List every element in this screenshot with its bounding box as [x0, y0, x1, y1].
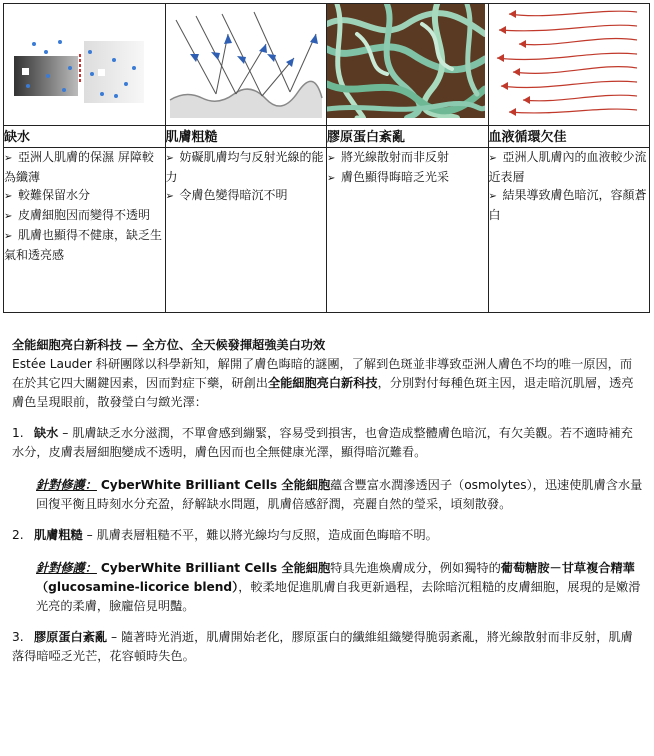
bullet-item: ➢ 將光線散射而非反射	[327, 148, 488, 168]
list-item: 3. 膠原蛋白紊亂 – 隨著時光消逝，肌膚開始老化，膠原蛋白的纖維組織變得脆弱紊亂，將光線散射而非反射，肌膚落得暗啞乏光芒，花容頓時失色。	[12, 630, 633, 663]
arrow-bullet-icon: ➢	[4, 211, 13, 222]
dehydration-illustration	[4, 4, 154, 118]
bullet-item: ➢ 肌膚也顯得不健康，缺乏生氣和透亮感	[4, 228, 163, 262]
column-header: 缺水	[4, 126, 166, 148]
bullet-cell-dehydration	[4, 148, 166, 313]
item-term: 肌膚粗糙	[34, 528, 83, 542]
header-row	[4, 126, 650, 148]
solution-paragraph: 針對修護： CyberWhite Brilliant Cells 全能細胞特具先進煥膚成分，例如獨特的葡萄糖胺－甘草複合精華（glucosamine-licorice blend），較柔地促進肌膚自我更新過程，去除暗沉粗糙的皮膚細胞，展現的是嫩滑光亮的柔膚，臉龐倍見明豔。	[36, 561, 641, 613]
arrow-bullet-icon: ➢	[488, 153, 497, 164]
item-term: 膠原蛋白紊亂	[34, 630, 108, 644]
bullet-item: ➢ 亞洲人肌膚內的血液較少流近表層	[488, 150, 647, 184]
article-title: 全能細胞亮白新科技 — 全方位、全天候發揮超強美白功效	[12, 338, 326, 352]
image-cell-circulation	[488, 4, 650, 126]
bullet-row	[4, 148, 650, 313]
bullet-item: ➢ 結果導致膚色暗沉，容顏蒼白	[488, 188, 647, 222]
list-item: 1. 缺水 – 肌膚缺乏水分滋潤，不單會感到繃緊，容易受到損害，也會造成整體膚色暗沉，有欠美觀。若不適時補充水分，皮膚表層細胞變成不透明，膚色因而也全無健康光澤，顯得暗沉難看。 針對修護： CyberWhite Brilliant Cells 全能細胞蘊含豐富水潤滲透因子（osmolytes），迅速使肌膚含水量回復平衡且時刻水分充盈，紓解缺水問題，肌膚倍感舒潤，亮麗自然的瑩采，頃刻散發。	[12, 424, 644, 514]
image-row	[4, 4, 650, 126]
arrow-bullet-icon: ➢	[4, 231, 13, 242]
column-header: 膠原蛋白紊亂	[327, 126, 489, 148]
intro-paragraph: Estée Lauder 科研團隊以科學新知，解開了膚色晦暗的謎團，了解到色斑並非導致亞洲人膚色不均的唯一原因，而在於其它四大關鍵因素，因而對症下藥，研創出全能細胞亮白新科技，分別對付每種色斑主因，退走暗沉肌層，透亮膚色呈現眼前，散發瑩白勻緻光澤：	[12, 357, 634, 409]
column-header: 血液循環欠佳	[488, 126, 650, 148]
solution-paragraph: 針對修護： CyberWhite Brilliant Cells 全能細胞蘊含豐富水潤滲透因子（osmolytes），迅速使肌膚含水量回復平衡且時刻水分充盈，紓解缺水問題，肌膚倍感舒潤，亮麗自然的瑩采，頃刻散發。	[36, 478, 643, 511]
arrow-bullet-icon: ➢	[165, 153, 174, 164]
arrow-bullet-icon: ➢	[327, 173, 336, 184]
column-header: 肌膚粗糙	[165, 126, 327, 148]
bullet-item: ➢ 較難保留水分	[4, 186, 165, 206]
collagen-fibers-image	[327, 4, 485, 118]
bullet-item: ➢ 令膚色變得暗沉不明	[166, 186, 327, 206]
item-term: 缺水	[34, 426, 59, 440]
list-item: 2. 肌膚粗糙 – 肌膚表層粗糙不平，難以將光線均勻反照，造成面色晦暗不明。 針對修護： CyberWhite Brilliant Cells 全能細胞特具先進煥膚成分，例如獨特的葡萄糖胺－甘草複合精華（glucosamine-licorice blend），較柔地促進肌膚自我更新過程，去除暗沉粗糙的皮膚細胞，展現的是嫩滑光亮的柔膚，臉龐倍見明豔。	[12, 526, 644, 616]
image-cell-rough-skin	[165, 4, 327, 126]
bullet-item: ➢ 亞洲人肌膚的保濕 屏障較為纖薄	[4, 150, 154, 184]
arrow-bullet-icon: ➢	[4, 153, 13, 164]
bullet-cell-rough-skin	[165, 148, 327, 313]
bullet-cell-collagen	[327, 148, 489, 313]
arrow-bullet-icon: ➢	[327, 153, 336, 164]
arrow-bullet-icon: ➢	[165, 191, 174, 202]
cause-table	[3, 3, 650, 313]
image-cell-collagen	[327, 4, 489, 126]
arrow-bullet-icon: ➢	[4, 191, 13, 202]
bullet-cell-circulation	[488, 148, 650, 313]
image-cell-dehydration	[4, 4, 166, 126]
bullet-item: ➢ 皮膚細胞因而變得不透明	[4, 206, 165, 226]
bullet-item: ➢ 膚色顯得晦暗乏光采	[327, 168, 488, 188]
bullet-item: ➢ 妨礙肌膚均勻反射光線的能力	[165, 150, 324, 184]
article-body	[12, 336, 644, 666]
blood-circulation-illustration	[489, 4, 639, 118]
rough-skin-illustration	[166, 4, 324, 118]
arrow-bullet-icon: ➢	[488, 191, 497, 202]
